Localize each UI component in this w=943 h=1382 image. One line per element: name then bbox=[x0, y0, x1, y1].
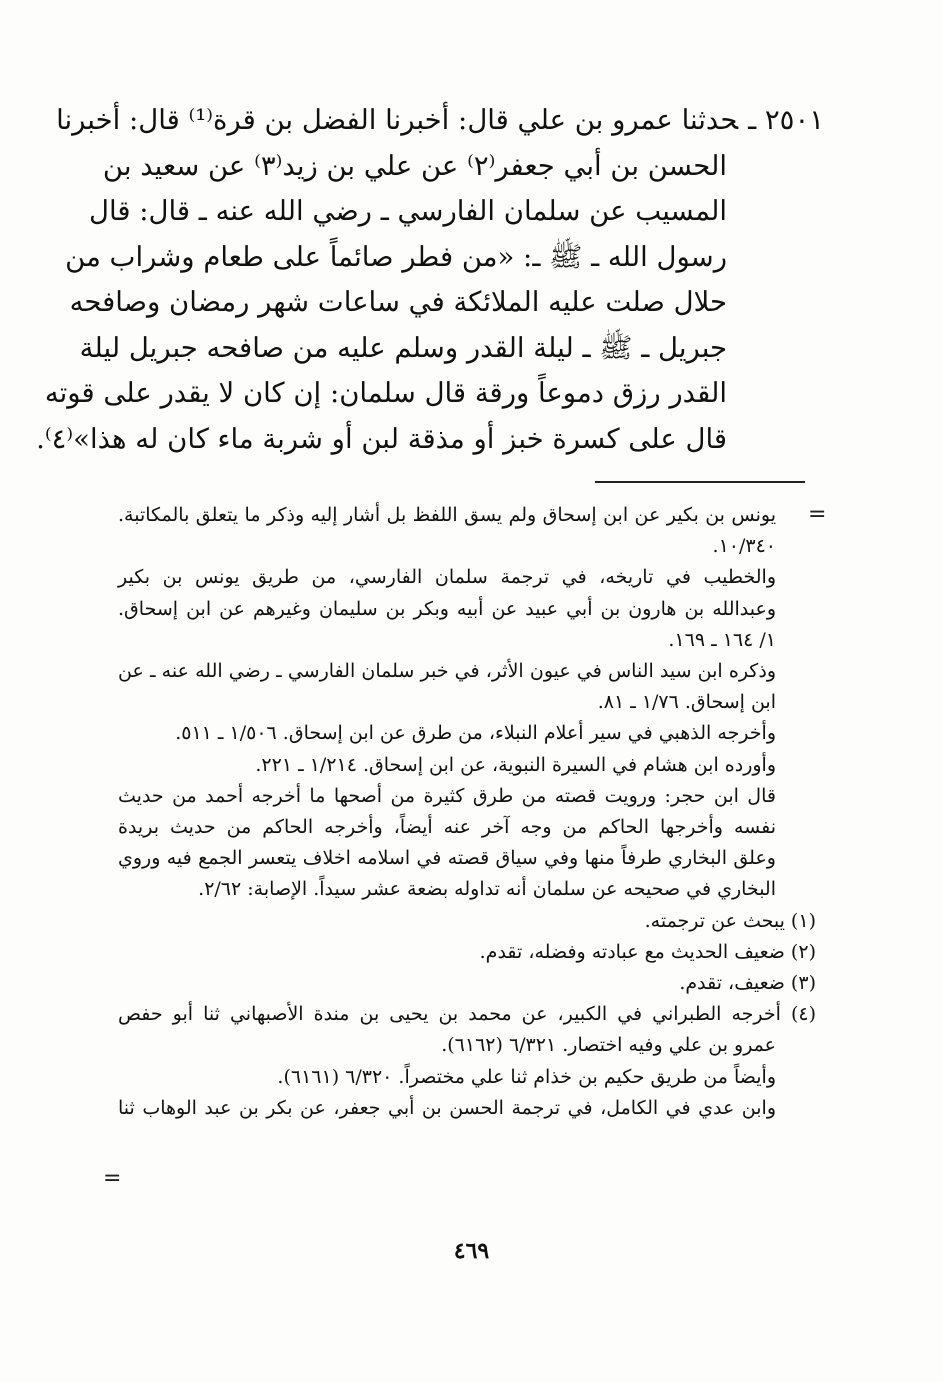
footnote-numbered-line: (٤) أخرجه الطبراني في الكبير، عن محمد بن يحيى بن مندة الأصبهاني ثنا أبو حفص bbox=[118, 1003, 816, 1026]
footnote-numbered-line: (٣) ضعيف، تقدم. bbox=[679, 972, 816, 995]
footnote-numbered-line: (١) يبحث عن ترجمته. bbox=[644, 909, 816, 932]
hadith-line: قال على كسرة خبز أو مذقة لبن أو شربة ماء كان له هذا»⁽٤⁾. bbox=[36, 422, 727, 455]
continuation-mark-top: = bbox=[808, 502, 827, 527]
footnote-line: ١٠/٣٤٠. bbox=[712, 535, 776, 558]
footnote-line: وابن عدي في الكامل، في ترجمة الحسن بن أبي جعفر، عن بكر بن عبد الوهاب ثنا bbox=[118, 1096, 776, 1119]
footnote-line: عمرو بن علي وفيه اختصار. ٦/٣٢١ (٦١٦٢). bbox=[441, 1034, 776, 1057]
footnote-line: وذكره ابن سيد الناس في عيون الأثر، في خبر سلمان الفارسي ـ رضي الله عنه ـ عن bbox=[118, 660, 776, 683]
hadith-line: جبريل ـ ﷺ ـ ليلة القدر وسلم عليه من صافحه جبريل ليلة bbox=[79, 331, 727, 364]
footnote-line: وأيضاً من طريق حكيم بن خذام ثنا علي مختصراً. ٦/٣٢٠ (٦١٦١). bbox=[277, 1065, 776, 1088]
hadith-line: القدر رزق دموعاً ورقة قال سلمان: إن كان لا يقدر على قوته bbox=[44, 377, 727, 409]
footnote-separator bbox=[595, 481, 805, 483]
continuation-mark-bottom: = bbox=[103, 1166, 122, 1191]
footnote-line: البخاري في صحيحه عن سلمان أنه تداوله بضعة عشر سيداً. الإصابة: ٢/٦٢. bbox=[198, 878, 776, 901]
footnote-line: وعلق البخاري طرفاً منها وفي سياق قصته في اسلامه اخلاف يتعسر الجمع فيه وروي bbox=[118, 847, 776, 870]
hadith-line: حلال صلت عليه الملائكة في ساعات شهر رمضان وصافحه bbox=[69, 286, 727, 318]
hadith-line: الحسن بن أبي جعفر⁽٢⁾ عن علي بن زيد⁽٣⁾ عن سعيد بن bbox=[102, 149, 727, 182]
footnote-line: وعبدالله بن هارون بن أبي عبيد عن أبيه وبكر بن سليمان وغيرهم عن ابن إسحاق. bbox=[118, 597, 776, 620]
hadith-line: رسول الله ـ ﷺ ـ: «من فطر صائماً على طعام وشراب من bbox=[65, 240, 727, 273]
footnote-line: قال ابن حجر: ورويت قصته من طرق كثيرة من أصحها ما أخرجه أحمد من حديث bbox=[118, 784, 776, 807]
hadith-line: المسيب عن سلمان الفارسي ـ رضي الله عنه ـ قال: قال bbox=[89, 195, 727, 227]
footnote-line: وأورده ابن هشام في السيرة النبوية، عن ابن إسحاق. ١/٢١٤ ـ ٢٢١. bbox=[255, 753, 776, 776]
footnote-lines bbox=[118, 500, 816, 1124]
footnotes bbox=[118, 500, 816, 1124]
footnote-numbered-line: (٢) ضعيف الحديث مع عبادته وفضله، تقدم. bbox=[479, 940, 816, 963]
footnote-line: يونس بن بكير عن ابن إسحاق ولم يسق اللفظ بل أشار إليه وذكر ما يتعلق بالمكاتبة. bbox=[118, 504, 776, 526]
hadith-text bbox=[36, 98, 824, 462]
footnote-line: ١/ ١٦٤ ـ ١٦٩. bbox=[668, 628, 776, 651]
footnote-line: ابن إسحاق. ١/٧٦ ـ ٨١. bbox=[597, 691, 776, 714]
footnote-line: وأخرجه الذهبي في سير أعلام النبلاء، من طرق عن ابن إسحاق. ١/٥٠٦ ـ ٥١١. bbox=[175, 722, 776, 745]
hadith-number: ٢٥٠١ ـ bbox=[748, 104, 824, 136]
page-number: ٤٦٩ bbox=[453, 1238, 490, 1264]
footnote-line: نفسه وأخرجها الحاكم من وجه آخر عنه أيضاً، وأخرجه الحاكم من حديث بريدة bbox=[118, 816, 776, 839]
footnote-line: والخطيب في تاريخه، في ترجمة سلمان الفارسي، من طريق يونس بن بكير bbox=[118, 566, 776, 589]
hadith-line: ٢٥٠١ ـحدثنا عمرو بن علي قال: أخبرنا الفضل بن قرة⁽¹⁾ قال: أخبرنا bbox=[56, 104, 824, 136]
